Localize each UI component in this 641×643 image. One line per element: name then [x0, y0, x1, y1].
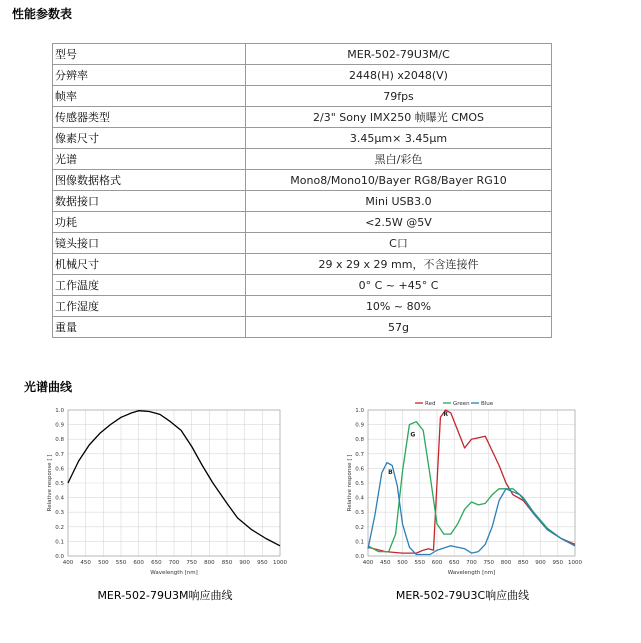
spec-row: [53, 212, 552, 233]
spec-value: 10% ~ 80%: [246, 296, 552, 317]
spec-label: 图像数据格式: [53, 170, 246, 191]
spec-label: 数据接口: [53, 191, 246, 212]
x-tick-label: 850: [518, 560, 529, 566]
x-tick-label: 550: [115, 560, 127, 566]
x-axis-label: Wavelength [nm]: [447, 570, 496, 576]
spec-value: 29 x 29 x 29 mm，不含连接件: [246, 254, 552, 275]
spec-label: 帧率: [53, 86, 246, 107]
y-tick-label: 0.4: [355, 495, 364, 502]
spec-value: C口: [246, 233, 552, 254]
x-axis-label: Wavelength [nm]: [150, 570, 198, 576]
x-tick-label: 500: [98, 560, 109, 566]
spec-value: 3.45μm× 3.45μm: [246, 128, 552, 149]
y-tick-label: 0.0: [355, 554, 364, 560]
y-tick-label: 0.8: [355, 437, 364, 444]
x-tick-label: 800: [204, 560, 215, 566]
spec-value: 0° C ~ +45° C: [246, 275, 552, 296]
spec-value: 57g: [246, 317, 552, 338]
spec-row: [53, 233, 552, 254]
y-tick-label: 0.6: [355, 466, 364, 473]
spec-value: 79fps: [246, 86, 552, 107]
spec-value: <2.5W @5V: [246, 212, 552, 233]
spec-value: 2/3" Sony IMX250 帧曝光 CMOS: [246, 107, 552, 128]
spec-row: [53, 44, 552, 65]
legend-entry: Red: [425, 401, 436, 407]
x-tick-label: 700: [168, 560, 180, 566]
spec-row: [53, 149, 552, 170]
y-tick-label: 0.7: [355, 451, 364, 458]
y-tick-label: 0.9: [55, 422, 64, 429]
y-tick-label: 0.4: [55, 495, 64, 502]
spec-label: 分辨率: [53, 65, 246, 86]
color-response-chart: [340, 398, 585, 580]
y-axis-label: Relative response [ ]: [347, 454, 353, 512]
x-tick-label: 400: [362, 560, 374, 566]
y-tick-label: 0.5: [355, 481, 364, 487]
spec-row: [53, 275, 552, 296]
y-tick-label: 0.5: [55, 481, 64, 487]
legend-entry: Green: [453, 401, 470, 407]
y-axis-label: Relative response [ ]: [47, 454, 53, 512]
x-tick-label: 750: [483, 560, 494, 566]
spec-row: [53, 191, 552, 212]
spec-value: 2448(H) x2048(V): [246, 65, 552, 86]
spec-value: Mono8/Mono10/Bayer RG8/Bayer RG10: [246, 170, 552, 191]
spec-label: 功耗: [53, 212, 246, 233]
y-tick-label: 0.2: [355, 524, 364, 531]
spec-label: 镜头接口: [53, 233, 246, 254]
spec-label: 型号: [53, 44, 246, 65]
x-tick-label: 850: [221, 560, 233, 566]
x-tick-label: 700: [466, 560, 477, 566]
x-tick-label: 500: [397, 560, 408, 566]
y-tick-label: 1.0: [55, 408, 64, 414]
spec-value: 黑白/彩色: [246, 149, 552, 170]
mono-chart-caption: MER-502-79U3M响应曲线: [97, 589, 233, 602]
curve-annotation: R: [443, 410, 448, 418]
y-tick-label: 0.1: [55, 539, 64, 546]
y-tick-label: 0.3: [55, 510, 64, 517]
x-tick-label: 600: [133, 560, 144, 566]
x-tick-label: 450: [380, 560, 391, 566]
y-tick-label: 0.6: [55, 466, 64, 473]
x-tick-label: 550: [414, 560, 425, 566]
spec-row: [53, 254, 552, 275]
legend-entry: Blue: [481, 401, 494, 407]
x-tick-label: 1000: [568, 560, 582, 566]
curve-section-title: 光谱曲线: [24, 380, 73, 394]
curve-annotation: G: [410, 431, 416, 439]
x-tick-label: 900: [535, 560, 546, 566]
spec-value: MER-502-79U3M/C: [246, 44, 552, 65]
spec-row: [53, 65, 552, 86]
spec-row: [53, 296, 552, 317]
mono-response-chart: [40, 398, 290, 580]
y-tick-label: 0.1: [355, 539, 364, 546]
y-tick-label: 0.7: [55, 451, 64, 458]
y-tick-label: 0.2: [55, 524, 64, 531]
color-chart-caption: MER-502-79U3C响应曲线: [395, 589, 530, 602]
spec-row: [53, 86, 552, 107]
x-tick-label: 950: [552, 560, 563, 566]
spec-row: [53, 128, 552, 149]
x-tick-label: 800: [500, 560, 512, 566]
spec-row: [53, 107, 552, 128]
y-tick-label: 0.0: [55, 554, 64, 560]
spec-row: [53, 317, 552, 338]
x-tick-label: 900: [239, 560, 250, 566]
x-tick-label: 400: [62, 560, 74, 566]
x-tick-label: 600: [431, 560, 443, 566]
spec-table: [52, 43, 552, 338]
x-tick-label: 650: [151, 560, 162, 566]
spec-value: Mini USB3.0: [246, 191, 552, 212]
spec-label: 像素尺寸: [53, 128, 246, 149]
spec-row: [53, 170, 552, 191]
spec-label: 工作温度: [53, 275, 246, 296]
x-tick-label: 650: [449, 560, 460, 566]
spec-label: 传感器类型: [53, 107, 246, 128]
spec-label: 机械尺寸: [53, 254, 246, 275]
x-tick-label: 450: [80, 560, 91, 566]
y-tick-label: 1.0: [355, 408, 364, 414]
spec-section-title: 性能参数表: [12, 7, 73, 21]
y-tick-label: 0.9: [355, 422, 364, 429]
x-tick-label: 1000: [273, 560, 287, 566]
spec-label: 光谱: [53, 149, 246, 170]
y-tick-label: 0.3: [355, 510, 364, 517]
curve-annotation: B: [388, 469, 393, 477]
y-tick-label: 0.8: [55, 437, 64, 444]
x-tick-label: 750: [186, 560, 197, 566]
x-tick-label: 950: [257, 560, 268, 566]
spec-label: 重量: [53, 317, 246, 338]
spec-label: 工作湿度: [53, 296, 246, 317]
